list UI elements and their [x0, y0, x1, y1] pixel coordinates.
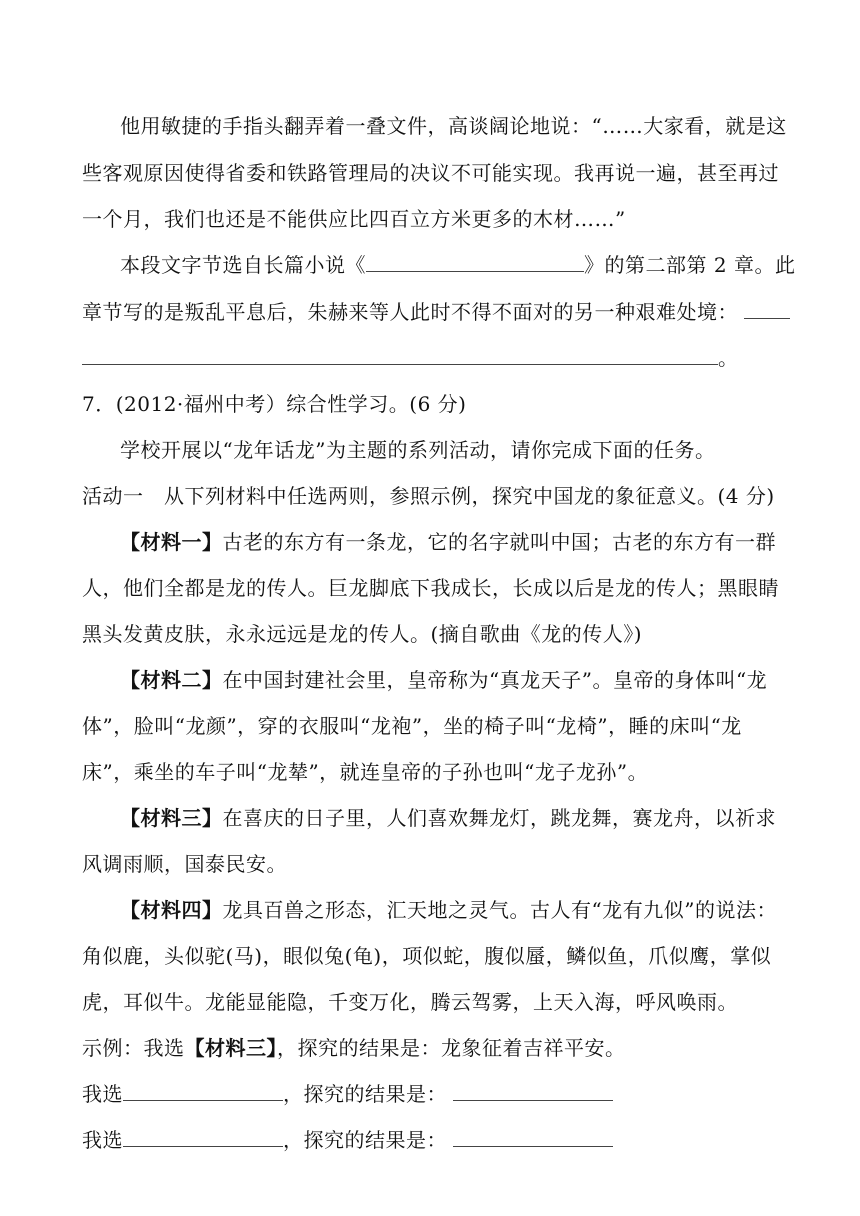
material-4-line-2: 角似鹿，头似驼(马)，眼似兔(龟)，项似蛇，腹似蜃，鳞似鱼，爪似鹰，掌似	[82, 944, 772, 968]
material-2-line-1	[120, 666, 767, 694]
material-3-line-2: 风调雨顺，国泰民安。	[82, 852, 287, 876]
material-4-line-3: 虎，耳似牛。龙能显能隐，千变万化，腾云驾雾，上天入海，呼风唤雨。	[82, 990, 738, 1014]
q6-text-c: 章节写的是叛乱平息后，朱赫来等人此时不得不面对的另一种艰难处境：	[82, 300, 738, 324]
answer-1-label-b: ，探究的结果是：	[283, 1082, 447, 1106]
material-1-line-1	[120, 528, 776, 556]
material-4-text: 龙具百兽之形态，汇天地之灵气。古人有“龙有九似”的说法：	[222, 898, 777, 922]
passage-line-1: 他用敏捷的手指头翻弄着一叠文件，高谈阔论地说：“……大家看，就是这	[120, 114, 787, 138]
passage-line-2: 些客观原因使得省委和铁路管理局的决议不可能实现。我再说一遍，甚至再过	[82, 161, 779, 185]
material-2-line-3: 床”，乘坐的车子叫“龙辇”，就连皇帝的子孙也叫“龙子龙孙”。	[82, 760, 649, 784]
material-2-line-2: 体”，脸叫“龙颜”，穿的衣服叫“龙袍”，坐的椅子叫“龙椅”，睡的床叫“龙	[82, 714, 742, 738]
q6-line-3	[82, 344, 739, 372]
material-3-text: 在喜庆的日子里，人们喜欢舞龙灯，跳龙舞，赛龙舟，以祈求	[222, 806, 776, 830]
material-3-tag: 【材料三】	[120, 806, 223, 830]
q6-line-2	[82, 298, 790, 326]
answer-1-result-blank[interactable]	[453, 1080, 613, 1101]
material-4-tag: 【材料四】	[120, 898, 223, 922]
material-1-text: 古老的东方有一条龙，它的名字就叫中国；古老的东方有一群	[222, 530, 776, 554]
material-1-tag: 【材料一】	[120, 530, 223, 554]
answer-2-material-blank[interactable]	[123, 1126, 283, 1147]
answer-1-label-a: 我选	[82, 1082, 123, 1106]
answer-2-label-a: 我选	[82, 1128, 123, 1152]
answer-line-2	[82, 1126, 613, 1154]
q6-line-1	[120, 251, 795, 279]
material-3-line-1	[120, 804, 776, 832]
q6-period: 。	[718, 346, 739, 370]
example-text-a: 示例：我选	[82, 1036, 185, 1060]
example-tag: 【材料三】	[184, 1036, 277, 1060]
example-line	[82, 1034, 626, 1062]
situation-blank-2[interactable]	[82, 344, 718, 365]
material-2-text: 在中国封建社会里，皇帝称为“真龙天子”。皇帝的身体叫“龙	[222, 668, 768, 692]
answer-1-material-blank[interactable]	[123, 1080, 283, 1101]
passage-line-3: 一个月，我们也还是不能供应比四百立方米更多的木材……”	[82, 207, 626, 231]
answer-2-label-b: ，探究的结果是：	[283, 1128, 447, 1152]
q7-header: 7．(2012·福州中考）综合性学习。(6 分)	[82, 392, 467, 416]
answer-2-result-blank[interactable]	[453, 1126, 613, 1147]
material-2-tag: 【材料二】	[120, 668, 223, 692]
q6-text-b: 》的第二部第 2 章。此	[584, 253, 796, 277]
activity-one: 活动一 从下列材料中任选两则，参照示例，探究中国龙的象征意义。(4 分)	[82, 484, 775, 508]
q6-text-a: 本段文字节选自长篇小说《	[120, 253, 366, 277]
example-text-b: ，探究的结果是：龙象征着吉祥平安。	[277, 1036, 626, 1060]
novel-title-blank[interactable]	[366, 251, 584, 272]
q7-intro: 学校开展以“龙年话龙”为主题的系列活动，请你完成下面的任务。	[120, 438, 716, 462]
material-4-line-1	[120, 896, 777, 924]
material-1-line-2: 人，他们全都是龙的传人。巨龙脚底下我成长，长成以后是龙的传人；黑眼睛	[82, 576, 779, 600]
material-1-line-3: 黑头发黄皮肤，永永远远是龙的传人。(摘自歌曲《龙的传人》)	[82, 622, 643, 646]
answer-line-1	[82, 1080, 613, 1108]
situation-blank-1[interactable]	[744, 298, 790, 319]
